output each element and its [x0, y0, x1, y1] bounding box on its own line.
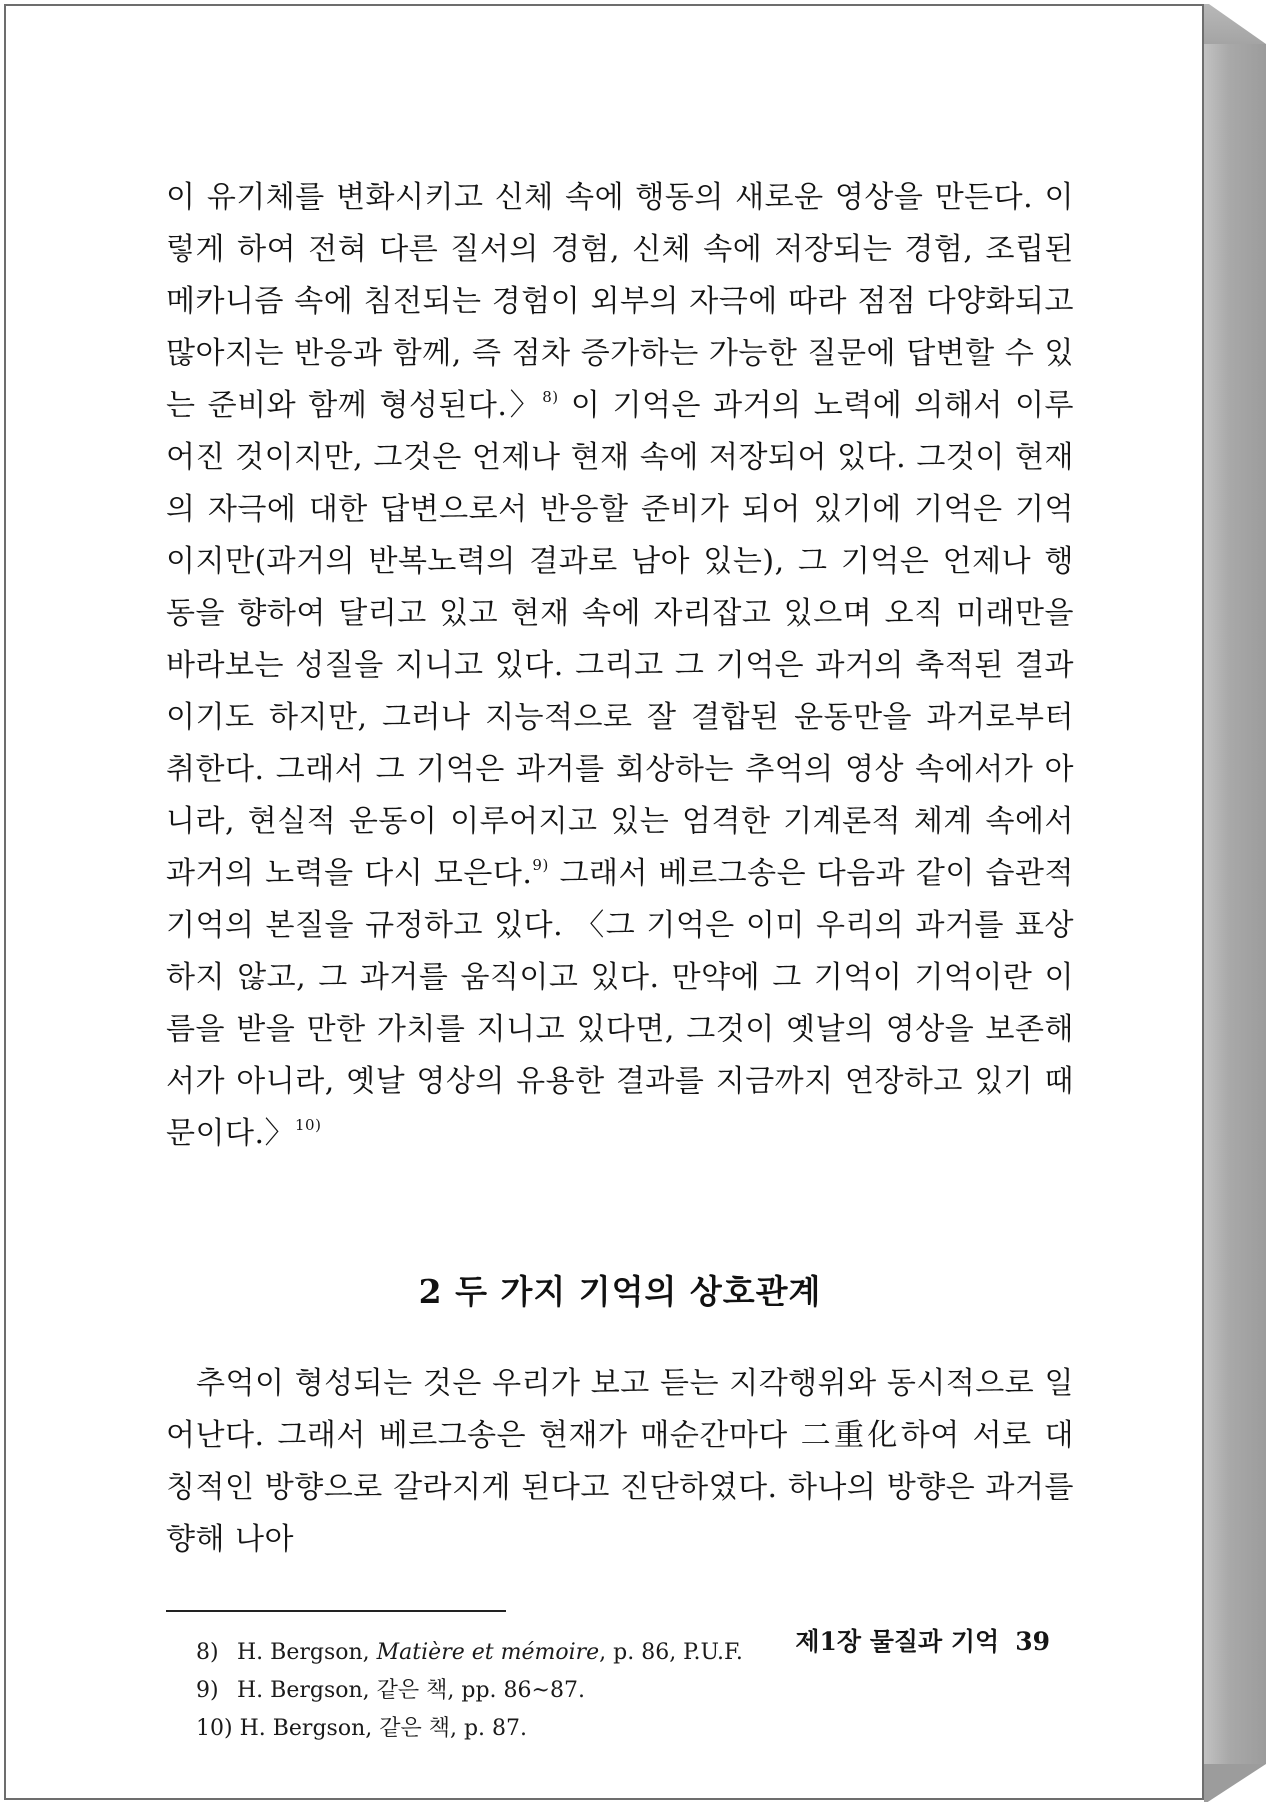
- book-edge: [1204, 44, 1266, 1764]
- running-head-chapter: 제1장 물질과 기억: [795, 1627, 1000, 1656]
- footnote-ref-9[interactable]: 9): [532, 856, 549, 874]
- footnote-divider: [166, 1610, 506, 1612]
- body-paragraph-2: [166, 1358, 1074, 1566]
- footnote-citation: , p. 86, P.U.F.: [599, 1640, 743, 1665]
- footnote-book-title: Matière et mémoire: [376, 1640, 600, 1665]
- book-edge-bottom: [1204, 1764, 1266, 1802]
- footnote-10: [196, 1710, 1074, 1748]
- book-edge-top: [1204, 4, 1266, 44]
- paragraph-1-text-c: 그래서 베르그송은 다음과 같이 습관적 기억의 본질을 규정하고 있다. 〈그 기억은 이미 우리의 과거를 표상하지 않고, 그 과거를 움직이고 있다. 만약에 그 기억이 기억이란 이름을 받을 만한 가치를 지니고 있다면, 그것이 옛날의 영상을 보존해서가 아니라, 옛날 영상의 유용한 결과를 지금까지 연장하고 있기 때문이다.〉: [166, 856, 1074, 1151]
- footnote-ref-10[interactable]: 10): [294, 1116, 322, 1134]
- footnote-author: H. Bergson,: [237, 1640, 370, 1665]
- paragraph-2-text: 추억이 형성되는 것은 우리가 보고 듣는 지각행위와 동시적으로 일어난다. 그래서 베르그송은 현재가 매순간마다 二重化하여 서로 대칭적인 방향으로 갈라지게 된다고 진단하였다. 하나의 방향은 과거를 향해 나아: [166, 1366, 1074, 1557]
- footnote-number: 10): [196, 1716, 233, 1741]
- footnote-ref-8[interactable]: 8): [542, 388, 559, 406]
- footnote-text: H. Bergson, 같은 책, p. 87.: [239, 1716, 528, 1741]
- page-number: 39: [1015, 1627, 1050, 1656]
- footnote-number: 9): [196, 1678, 219, 1703]
- page-content: [166, 172, 1074, 1748]
- body-paragraph-1: [166, 172, 1074, 1160]
- page-footer: [700, 1624, 1050, 1660]
- paragraph-1-text-a: 이 유기체를 변화시키고 신체 속에 행동의 새로운 영상을 만든다. 이렇게 하여 전혀 다른 질서의 경험, 신체 속에 저장되는 경험, 조립된 메카니즘 속에 침전되는 경험이 외부의 자극에 따라 점점 다양화되고 많아지는 반응과 함께, 즉 점차 증가하는 가능한 질문에 답변할 수 있는 준비와 함께 형성된다.〉: [166, 180, 1074, 423]
- footnote-9: [196, 1672, 1074, 1710]
- footnote-text: H. Bergson, 같은 책, pp. 86~87.: [237, 1678, 585, 1703]
- footnote-number: 8): [196, 1640, 219, 1665]
- section-title: 2 두 가지 기억의 상호관계: [418, 1272, 822, 1311]
- paragraph-1-text-b: 이 기억은 과거의 노력에 의해서 이루어진 것이지만, 그것은 언제나 현재 속에 저장되어 있다. 그것이 현재의 자극에 대한 답변으로서 반응할 준비가 되어 있기에 기억은 기억이지만(과거의 반복노력의 결과로 남아 있는), 그 기억은 언제나 행동을 향하여 달리고 있고 현재 속에 자리잡고 있으며 오직 미래만을 바라보는 성질을 지니고 있다. 그리고 그 기억은 과거의 축적된 결과이기도 하지만, 그러나 지능적으로 잘 결합된 운동만을 과거로부터 취한다. 그래서 그 기억은 과거를 회상하는 추억의 영상 속에서가 아니라, 현실적 운동이 이루어지고 있는 엄격한 기계론적 체계 속에서 과거의 노력을 다시 모은다.: [166, 388, 1074, 891]
